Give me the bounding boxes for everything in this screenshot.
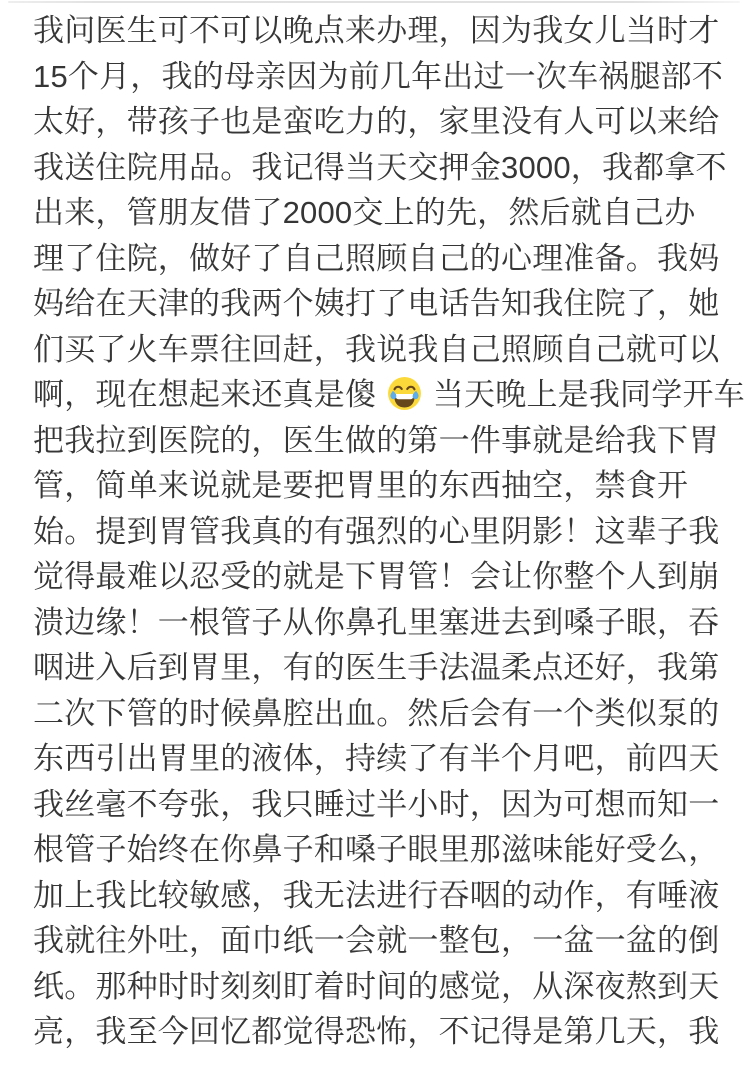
text-line: 把我拉到医院的，医生做的第一件事就是给我下胃 [33,422,720,458]
text-line: 太好，带孩子也是蛮吃力的，家里没有人可以来给 [33,104,720,139]
text-line: 出来，管朋友借了2000交上的先，然后就自己办 [33,195,696,230]
text-line: 们买了火车票往回赶，我说我自己照顾自己就可以 [33,331,720,367]
text-line: 我问医生可不可以晚点来办理，因为我女儿当时才 [33,13,720,48]
text-line: 咽进入后到胃里，有的医生手法温柔点还好，我第 [33,650,720,685]
text-line: 我就往外吐，面巾纸一会就一整包，一盆一盆的倒 [33,923,720,958]
text-line: 东西引出胃里的液体，持续了有半个月吧，前四天 [33,741,720,776]
top-divider-line [8,1,740,3]
text-line: 亮，我至今回忆都觉得恐怖，不记得是第几天，我 [33,1014,720,1049]
tears-of-joy-emoji [386,375,423,412]
text-line: 我送住院用品。我记得当天交押金3000，我都拿不 [33,149,727,185]
text-line: 纸。那种时时刻刻盯着时间的感觉，从深夜熬到天 [33,968,720,1004]
text-line: 我丝毫不夸张，我只睡过半小时，因为可想而知一 [33,786,720,822]
text-line: 根管子始终在你鼻子和嗓子眼里那滋味能好受么， [33,832,720,867]
text-line: 二次下管的时候鼻腔出血。然后会有一个类似泵的 [33,695,720,731]
text-line: 管，简单来说就是要把胃里的东西抽空，禁食开 [33,468,689,503]
text-line: 15个月，我的母亲因为前几年出过一次车祸腿部不 [33,58,724,94]
text-line: 始。提到胃管我真的有强烈的心里阴影！这辈子我 [33,513,720,549]
text-line: 妈给在天津的我两个姨打了电话告知我住院了，她 [33,286,720,321]
text-line: 啊，现在想起来还真是傻 当天晚上是我同学开车 [33,377,745,412]
text-line: 觉得最难以忍受的就是下胃管！会让你整个人到崩 [33,559,720,594]
article-text-block [33,8,743,1055]
text-line: 加上我比较敏感，我无法进行吞咽的动作，有唾液 [33,877,720,913]
text-line: 溃边缘！一根管子从你鼻孔里塞进去到嗓子眼，吞 [33,604,720,640]
text-line: 理了住院，做好了自己照顾自己的心理准备。我妈 [33,240,720,276]
